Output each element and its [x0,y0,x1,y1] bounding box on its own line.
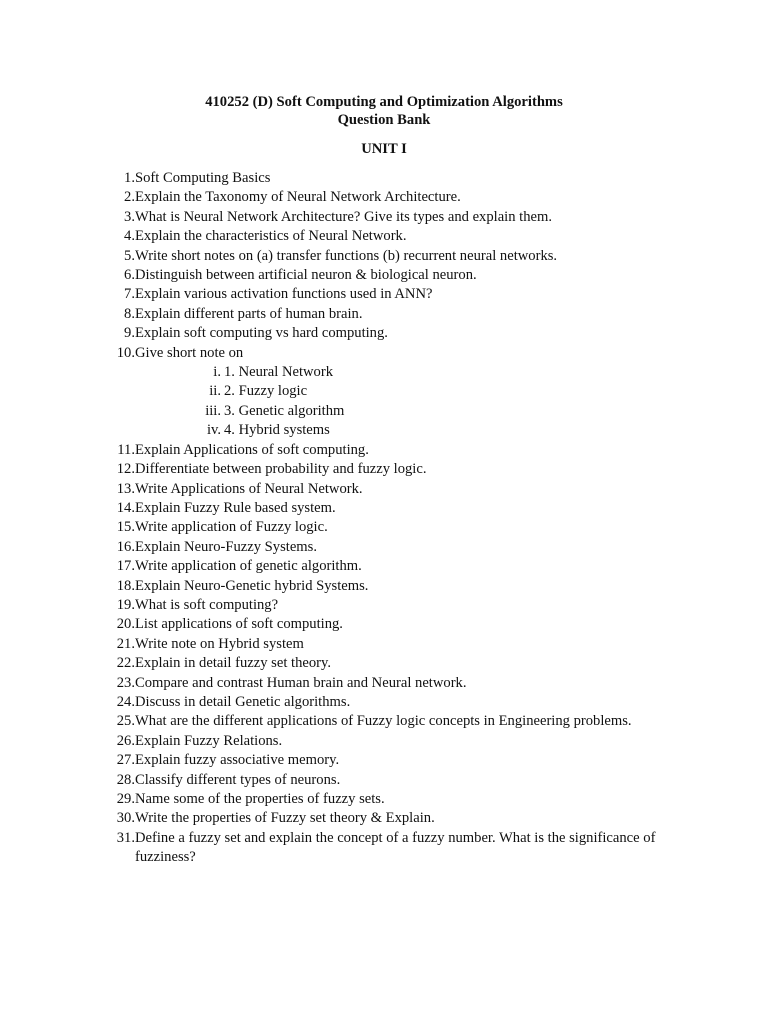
question-number: 30. [116,810,135,827]
question-number: 11. [117,441,135,458]
question-item [110,441,710,460]
sub-list-item [110,421,710,440]
question-text: Write Applications of Neural Network. [135,480,363,497]
question-text: What is soft computing? [135,596,279,613]
sub-list-item [110,363,710,382]
sub-item-text: 4. Hybrid systems [224,422,330,439]
question-text: Differentiate between probability and fuzzy logic. [135,461,427,478]
question-item [110,635,710,654]
question-number: 14. [116,499,135,516]
question-item [110,460,710,479]
question-text: Explain Neuro-Genetic hybrid Systems. [135,577,369,594]
question-text: Explain Applications of soft computing. [135,441,369,458]
sub-list-item [110,382,710,401]
question-item [110,771,710,790]
question-text: Explain the Taxonomy of Neural Network Architecture. [135,189,461,206]
question-number: 20. [116,616,135,633]
unit-heading: UNIT I [361,141,407,157]
question-item [110,596,710,615]
question-item [110,751,710,770]
question-text: Explain Fuzzy Rule based system. [135,499,336,516]
question-number: 24. [116,693,135,710]
question-number: 28. [116,771,135,788]
question-item [110,518,710,537]
question-number: 27. [116,752,135,769]
question-number: 15. [116,519,135,536]
question-text: Give short note on [135,344,244,361]
question-text: Define a fuzzy set and explain the concept of a fuzzy number. What is the significance of fuzziness? [135,829,656,866]
question-text: Write application of genetic algorithm. [135,558,362,575]
question-number: 5. [124,247,135,264]
question-text: Write the properties of Fuzzy set theory & Explain. [135,810,435,827]
question-item [110,480,710,499]
question-number: 9. [124,325,135,342]
question-item [110,208,710,227]
question-text: Write note on Hybrid system [135,635,304,652]
question-item [110,790,710,809]
question-number: 3. [124,208,135,225]
question-text: Classify different types of neurons. [135,771,341,788]
question-item [110,344,710,363]
sub-item-number: iv. [206,422,221,439]
question-item [110,227,710,246]
question-item [110,674,710,693]
question-number: 12. [116,461,135,478]
question-number: 7. [124,286,135,303]
question-text: Explain various activation functions used in ANN? [135,286,433,303]
question-item [110,809,710,828]
question-text: Compare and contrast Human brain and Neural network. [135,674,467,691]
question-item [110,247,710,266]
question-number: 23. [116,674,135,691]
question-item [110,654,710,673]
question-item [110,285,710,304]
question-item [110,577,710,596]
sub-item-number: ii. [209,383,221,400]
question-item [110,712,710,731]
question-item [110,538,710,557]
question-text: What are the different applications of Fuzzy logic concepts in Engineering problems. [135,713,632,730]
question-number: 13. [116,480,135,497]
document-title: 410252 (D) Soft Computing and Optimization Algorithms [205,94,563,110]
question-text: Distinguish between artificial neuron & biological neuron. [135,267,477,284]
question-number: 4. [124,228,135,245]
sub-item-text: 1. Neural Network [224,364,334,381]
question-text: Soft Computing Basics [135,170,271,186]
question-number: 25. [116,713,135,730]
question-text: Explain Fuzzy Relations. [135,732,283,749]
question-text: List applications of soft computing. [135,616,343,633]
question-number: 10. [116,344,135,361]
question-number: 29. [116,791,135,807]
question-item [110,732,710,751]
document-subtitle: Question Bank [337,112,431,128]
question-number: 16. [116,538,135,555]
question-text: Explain Neuro-Fuzzy Systems. [135,538,317,555]
question-number: 18. [116,577,135,594]
question-item [110,499,710,518]
question-number: 22. [116,655,135,672]
question-item [110,615,710,634]
question-item [110,324,710,343]
question-number: 31. [116,829,135,846]
question-number: 21. [116,635,135,652]
question-item [110,169,710,188]
question-text: Explain the characteristics of Neural Network. [135,228,407,245]
sub-item-number: i. [213,364,221,381]
question-text: Discuss in detail Genetic algorithms. [135,693,351,710]
question-number: 8. [124,305,135,322]
question-item [110,557,710,576]
question-number: 26. [116,732,135,749]
sub-item-text: 3. Genetic algorithm [224,402,345,419]
sub-item-text: 2. Fuzzy logic [224,383,308,400]
question-number: 17. [116,558,135,575]
question-number: 2. [124,189,135,206]
question-text: Explain in detail fuzzy set theory. [135,655,332,672]
question-item [110,829,710,868]
question-item [110,266,710,285]
question-text: Write short notes on (a) transfer functions (b) recurrent neural networks. [135,247,558,264]
question-text: Write application of Fuzzy logic. [135,519,328,536]
question-number: 19. [116,596,135,613]
question-text: Explain different parts of human brain. [135,305,363,322]
question-number: 1. [124,170,135,186]
title-block [0,93,768,129]
question-item [110,188,710,207]
sub-item-number: iii. [205,402,221,419]
question-list [110,169,710,868]
question-number: 6. [124,267,135,284]
sub-list-item [110,402,710,421]
question-item [110,693,710,712]
question-text: What is Neural Network Architecture? Give its types and explain them. [135,208,553,225]
question-text: Explain fuzzy associative memory. [135,752,340,769]
question-text: Name some of the properties of fuzzy sets. [135,791,385,807]
question-text: Explain soft computing vs hard computing. [135,325,388,342]
question-item [110,305,710,324]
